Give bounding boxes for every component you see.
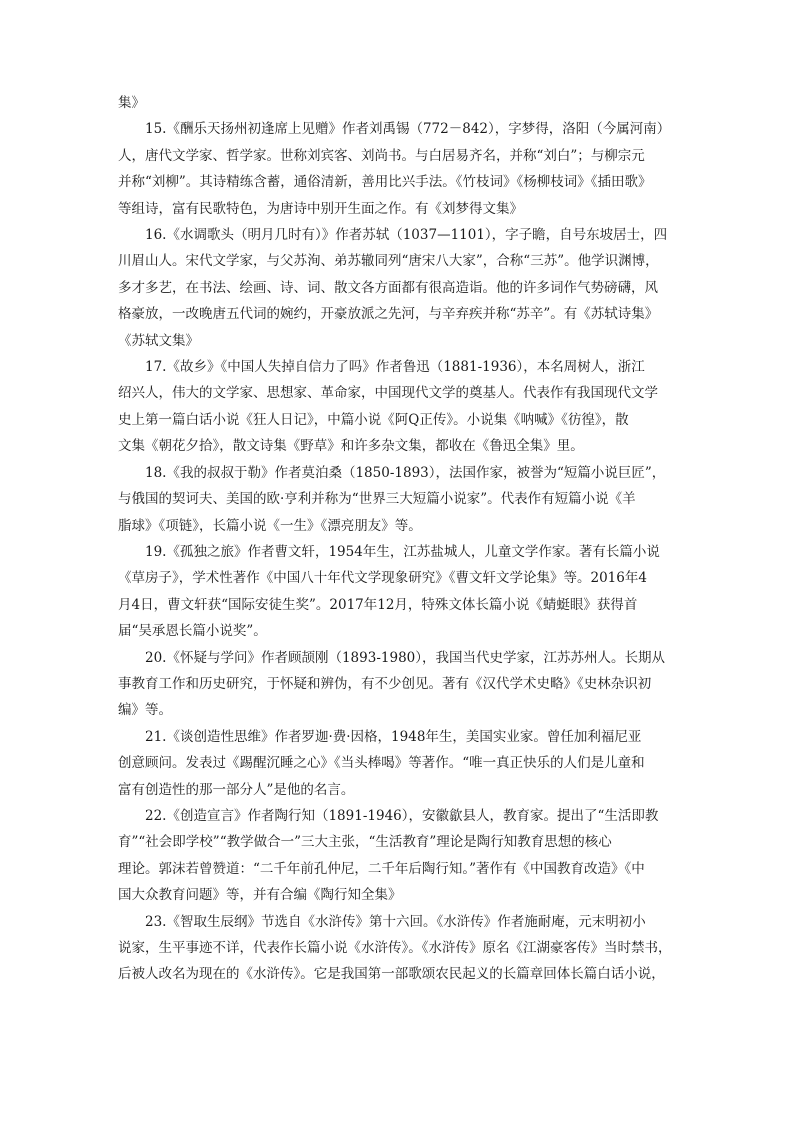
paragraph-18-maupassant: 18.《我的叔叔于勒》作者莫泊桑（1850-1893），法国作家，被誉为“短篇小说巨匠”， 与俄国的契诃夫、美国的欧·亨利并称为“世界三大短篇小说家”。代表作有短篇小说《羊 脂球》《项链》，长篇小说《一生》《漂亮朋友》等。: [118, 464, 666, 534]
paragraph-22-tao-xingzhi: 22.《创造宣言》作者陶行知（1891-1946），安徽歙县人，教育家。提出了“生活即教 育”“社会即学校”“教学做合一”三大主张，“生活教育”理论是陶行知教育思想的核心 理论。郭沫若曾赞道：“二千年前孔仲尼，二千年后陶行知。”著作有《中国教育改造》《中 国大众教育问题》等，并有合编《陶行知全集》: [118, 807, 659, 904]
paragraph-20-gu-jiegang: 20.《怀疑与学问》作者顾颉刚（1893-1980），我国当代史学家，江苏苏州人。长期从 事教育工作和历史研究，于怀疑和辨伪，有不少创见。著有《汉代学术史略》《史林杂识初 编》等。: [118, 649, 665, 719]
paragraph-16-su-shi: 16.《水调歌头（明月几时有）》作者苏轼（1037—1101），字子瞻，自号东坡居士，四 川眉山人。宋代文学家，与父苏洵、弟苏辙同列“唐宋八大家”，合称“三苏”。他学识渊博， 多才多艺，在书法、绘画、诗、词、散文各方面都有很高造诣。他的许多词作气势磅礴，风 格豪放，一改晚唐五代词的婉约，开豪放派之先河，与辛弃疾并称“苏辛”。有《苏轼诗集》 《苏轼文集》: [118, 227, 668, 349]
paragraph-continuation: 集》: [118, 95, 145, 111]
paragraph-17-lu-xun: 17.《故乡》《中国人失掉自信力了吗》作者鲁迅（1881-1936），本名周树人，浙江 绍兴人，伟大的文学家、思想家、革命家，中国现代文学的奠基人。代表作有我国现代文学 史上第一篇白话小说《狂人日记》，中篇小说《阿Q正传》。小说集《呐喊》《彷徨》，散 文集《朝花夕拾》，散文诗集《野草》和许多杂文集，都收在《鲁迅全集》里。: [118, 359, 658, 455]
paragraph-23-shi-naian: 23.《智取生辰纲》节选自《水浒传》第十六回。《水浒传》作者施耐庵，元末明初小 说家，生平事迹不详，代表作长篇小说《水浒传》。《水浒传》原名《江湖豪客传》当时禁书， 后被人改名为现在的《水浒传》。它是我国第一部歌颂农民起义的长篇章回体长篇白话小说，: [118, 913, 672, 983]
paragraph-15-liu-yuxi: 15.《酬乐天扬州初逢席上见赠》作者刘禹锡（772－842），字梦得，洛阳（今属河南） 人，唐代文学家、哲学家。世称刘宾客、刘尚书。与白居易齐名，并称“刘白”；与柳宗元 并称“刘柳”。其诗精练含蓄，通俗清新，善用比兴手法。《竹枝词》《杨柳枝词》《插田歌》 等组诗，富有民歌特色，为唐诗中别开生面之作。有《刘梦得文集》: [118, 121, 671, 217]
paragraph-19-cao-wenxuan: 19.《孤独之旅》作者曹文轩，1954年生，江苏盐城人，儿童文学作家。著有长篇小说 《草房子》，学术性著作《中国八十年代文学现象研究》《曹文轩文学论集》等。2016年4 月4日，曹文轩获“国际安徒生奖”。2017年12月，特殊文体长篇小说《蜻蜓眼》获得首 届“吴承恩长篇小说奖”。: [118, 543, 660, 640]
document-body: [118, 90, 680, 988]
paragraph-21-roger-von-oech: 21.《谈创造性思维》作者罗迦·费·因格，1948年生，美国实业家。曾任加利福尼亚 创意顾问。发表过《踢醒沉睡之心》《当头棒喝》等著作。“唯一真正快乐的人们是儿童和 富有创造性的那一部分人”是他的名言。: [118, 728, 645, 798]
